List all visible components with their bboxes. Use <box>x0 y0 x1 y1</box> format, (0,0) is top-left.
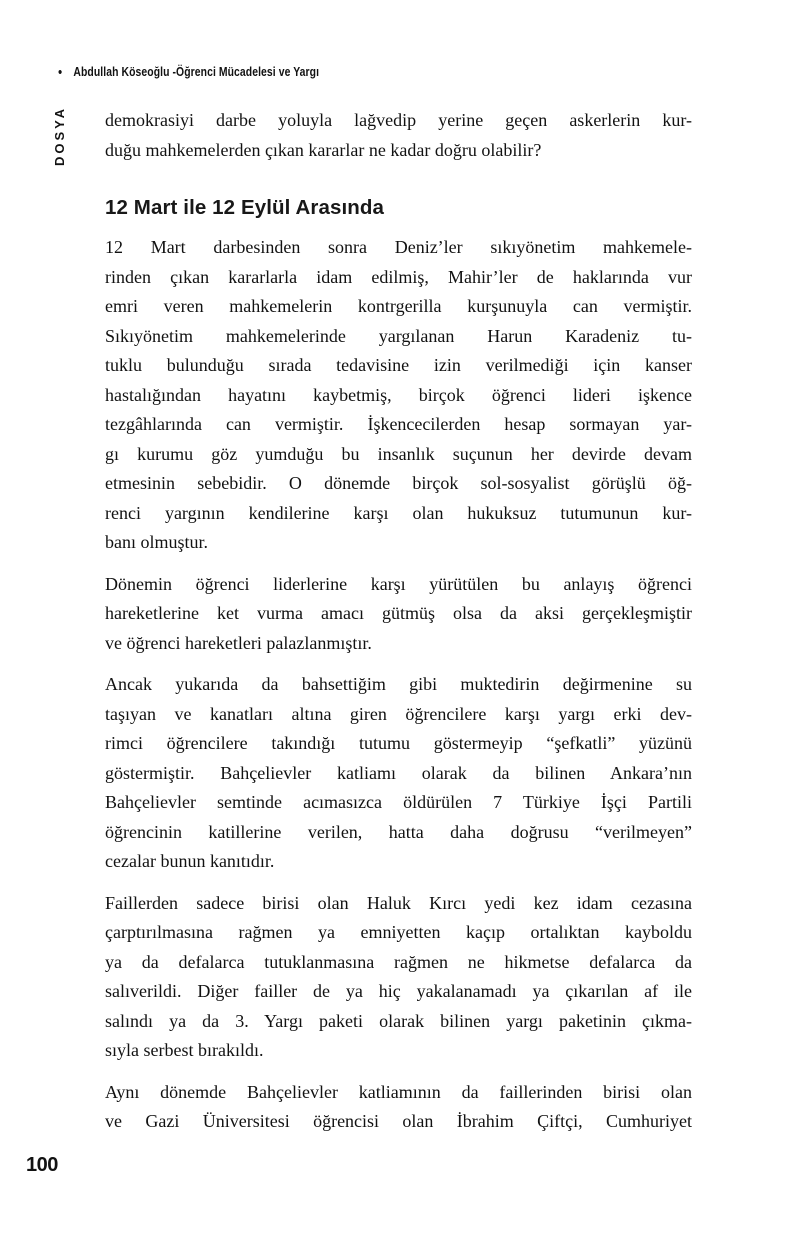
paragraph <box>105 106 692 165</box>
text-line: öğrencinin katillerine verilen, hatta daha doğrusu “verilmeyen” <box>105 821 692 842</box>
page-number: 100 <box>26 1154 58 1176</box>
paragraph <box>105 889 692 1066</box>
text-line: 12 Mart darbesinden sonra Deniz’ler sıkıyönetim mahkemele- <box>105 237 692 257</box>
paragraph <box>105 670 692 877</box>
text-line: hastalığından hayatını kaybetmiş, birçok öğrenci lideri işkence <box>105 384 692 405</box>
intro-paragraph-container <box>105 106 692 165</box>
text-line: Dönemin öğrenci liderlerine karşı yürütülen bu anlayış öğrenci <box>105 573 692 594</box>
text-line: hareketlerine ket vurma amacı gütmüş olsa da aksi gerçekleşmiştir <box>105 603 692 623</box>
text-line: tezgâhlarında can vermiştir. İşkencecilerden hesap sormayan yar- <box>105 414 692 434</box>
paragraph <box>105 1078 692 1137</box>
text-line: salıverildi. Diğer failler de ya hiç yakalanamadı ya çıkarılan af ile <box>105 981 692 1001</box>
text-line: rinden çıkan kararlarla idam edilmiş, Mahir’ler de haklarında vur <box>105 266 692 287</box>
main-text-column <box>105 106 692 1137</box>
text-line: Sıkıyönetim mahkemelerinde yargılanan Harun Karadeniz tu- <box>105 325 692 346</box>
text-line: etmesinin sebebidir. O dönemde birçok sol-sosyalist görüşlü öğ- <box>105 473 692 493</box>
text-line: ya da defalarca tutuklanmasına rağmen ne hikmetse defalarca da <box>105 951 692 972</box>
margin-label-dosya: DOSYA <box>52 105 67 166</box>
text-line: banı olmuştur. <box>105 532 208 552</box>
text-line: sıyla serbest bırakıldı. <box>105 1040 264 1060</box>
text-line: göstermiştir. Bahçelievler katliamı olarak da bilinen Ankara’nın <box>105 762 692 783</box>
text-line: salındı ya da 3. Yargı paketi olarak bilinen yargı paketinin çıkma- <box>105 1010 692 1031</box>
text-line: rimci öğrencilere takındığı tutumu göstermeyip “şefkatli” yüzünü <box>105 733 692 753</box>
text-line: duğu mahkemelerden çıkan kararlar ne kadar doğru olabilir? <box>105 139 542 160</box>
text-line: tuklu bulunduğu sırada tedavisine izin verilmediği için kanser <box>105 355 692 375</box>
body-paragraphs-container <box>105 233 692 1137</box>
paragraph <box>105 570 692 659</box>
text-line: Faillerden sadece birisi olan Haluk Kırcı yedi kez idam cezasına <box>105 892 692 913</box>
running-header <box>58 63 319 80</box>
paragraph <box>105 233 692 558</box>
text-line: ve Gazi Üniversitesi öğrencisi olan İbrahim Çiftçi, Cumhuriyet <box>105 1111 692 1131</box>
header-book-title: Öğrenci Mücadelesi ve Yargı <box>176 64 320 79</box>
header-author: Abdullah Köseoğlu - <box>73 64 177 79</box>
text-line: Bahçelievler semtinde acımasızca öldürülen 7 Türkiye İşçi Partili <box>105 792 692 812</box>
text-line: taşıyan ve kanatları altına giren öğrencilere karşı yargı erki dev- <box>105 703 692 724</box>
section-heading: 12 Mart ile 12 Eylül Arasında <box>105 196 385 219</box>
text-line: ve öğrenci hareketleri palazlanmıştır. <box>105 632 372 653</box>
text-line: gı kurumu göz yumduğu bu insanlık suçunun her devirde devam <box>105 443 692 464</box>
text-line: renci yargının kendilerine karşı olan hukuksuz tutumunun kur- <box>105 502 692 523</box>
text-line: demokrasiyi darbe yoluyla lağvedip yerine geçen askerlerin kur- <box>105 110 692 130</box>
text-line: Ancak yukarıda da bahsettiğim gibi muktedirin değirmenine su <box>105 674 692 694</box>
text-line: Aynı dönemde Bahçelievler katliamının da faillerinden birisi olan <box>105 1081 692 1102</box>
text-line: cezalar bunun kanıtıdır. <box>105 851 275 871</box>
text-line: emri veren mahkemelerin kontrgerilla kurşunuyla can vermiştir. <box>105 296 692 316</box>
text-line: çarptırılmasına rağmen ya emniyetten kaçıp ortalıktan kayboldu <box>105 922 692 942</box>
bullet-icon: • <box>58 64 63 81</box>
